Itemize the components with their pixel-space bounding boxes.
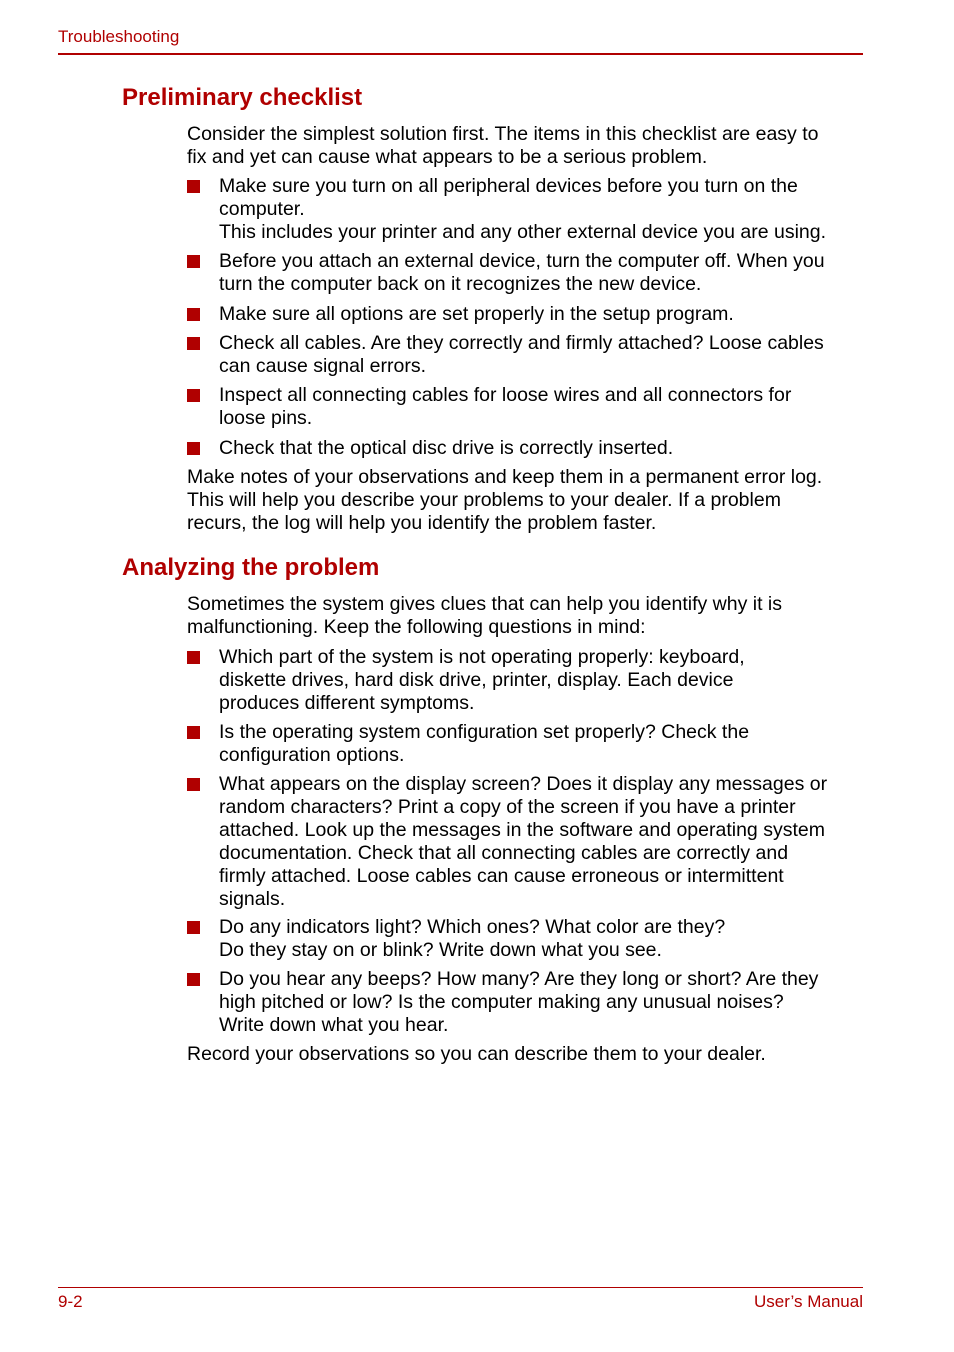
text-line: Check all cables. Are they correctly and firmly attached? Loose cables bbox=[219, 332, 824, 354]
text-line: This will help you describe your problems to your dealer. If a problem bbox=[187, 489, 781, 511]
text-line: signals. bbox=[219, 888, 286, 910]
text-line: Check that the optical disc drive is correctly inserted. bbox=[219, 437, 674, 459]
bullet-square-icon bbox=[187, 337, 200, 350]
section-outro bbox=[187, 1043, 867, 1066]
section-intro bbox=[187, 593, 867, 639]
text-line: What appears on the display screen? Does it display any messages or bbox=[219, 773, 828, 795]
text-line: Make sure all options are set properly in the setup program. bbox=[219, 303, 734, 325]
page-number: 9-2 bbox=[58, 1292, 83, 1311]
text-line: random characters? Print a copy of the screen if you have a printer bbox=[219, 796, 796, 818]
text-line: firmly attached. Loose cables can cause erroneous or intermittent bbox=[219, 865, 784, 887]
section-title: Analyzing the problem bbox=[122, 554, 380, 581]
text-line: Do any indicators light? Which ones? What color are they? bbox=[219, 916, 726, 938]
bullet-square-icon bbox=[187, 726, 200, 739]
text-line: configuration options. bbox=[219, 744, 405, 766]
text-line: Sometimes the system gives clues that can help you identify why it is bbox=[187, 593, 783, 615]
bullet-square-icon bbox=[187, 921, 200, 934]
text-line: can cause signal errors. bbox=[219, 355, 427, 377]
text-line: diskette drives, hard disk drive, printer, display. Each device bbox=[219, 669, 734, 691]
running-header: Troubleshooting bbox=[58, 27, 180, 46]
bullet-square-icon bbox=[187, 389, 200, 402]
bullet-square-icon bbox=[187, 442, 200, 455]
text-line: fix and yet can cause what appears to be a serious problem. bbox=[187, 146, 708, 168]
section-outro bbox=[187, 466, 867, 535]
bullet-square-icon bbox=[187, 180, 200, 193]
header-rule bbox=[58, 53, 863, 55]
text-line: Do they stay on or blink? Write down what you see. bbox=[219, 939, 662, 961]
text-line: malfunctioning. Keep the following questions in mind: bbox=[187, 616, 646, 638]
bullet-square-icon bbox=[187, 308, 200, 321]
text-line: Is the operating system configuration set properly? Check the bbox=[219, 721, 750, 743]
section-title: Preliminary checklist bbox=[122, 84, 363, 111]
text-line: Do you hear any beeps? How many? Are they long or short? Are they bbox=[219, 968, 819, 990]
text-line: high pitched or low? Is the computer making any unusual noises? bbox=[219, 991, 784, 1013]
manual-title: User’s Manual bbox=[754, 1292, 863, 1311]
text-line: recurs, the log will help you identify the problem faster. bbox=[187, 512, 657, 534]
text-line: Write down what you hear. bbox=[219, 1014, 449, 1036]
text-line: Which part of the system is not operating properly: keyboard, bbox=[219, 646, 745, 668]
text-line: Before you attach an external device, turn the computer off. When you bbox=[219, 250, 825, 272]
text-line: Make sure you turn on all peripheral devices before you turn on the bbox=[219, 175, 798, 197]
text-line: computer. bbox=[219, 198, 305, 220]
bullet-square-icon bbox=[187, 255, 200, 268]
text-line: produces different symptoms. bbox=[219, 692, 475, 714]
text-line: documentation. Check that all connecting cables are correctly and bbox=[219, 842, 789, 864]
bullet-square-icon bbox=[187, 973, 200, 986]
bullet-square-icon bbox=[187, 778, 200, 791]
text-line: Consider the simplest solution first. The items in this checklist are easy to bbox=[187, 123, 819, 145]
text-line: attached. Look up the messages in the software and operating system bbox=[219, 819, 825, 841]
text-line: Make notes of your observations and keep them in a permanent error log. bbox=[187, 466, 823, 488]
text-line: turn the computer back on it recognizes the new device. bbox=[219, 273, 702, 295]
bullet-square-icon bbox=[187, 651, 200, 664]
footer-rule bbox=[58, 1287, 863, 1288]
text-line: Record your observations so you can describe them to your dealer. bbox=[187, 1043, 766, 1065]
text-line: This includes your printer and any other external device you are using. bbox=[219, 221, 827, 243]
text-line: loose pins. bbox=[219, 407, 313, 429]
section-intro bbox=[187, 123, 867, 169]
text-line: Inspect all connecting cables for loose wires and all connectors for bbox=[219, 384, 792, 406]
